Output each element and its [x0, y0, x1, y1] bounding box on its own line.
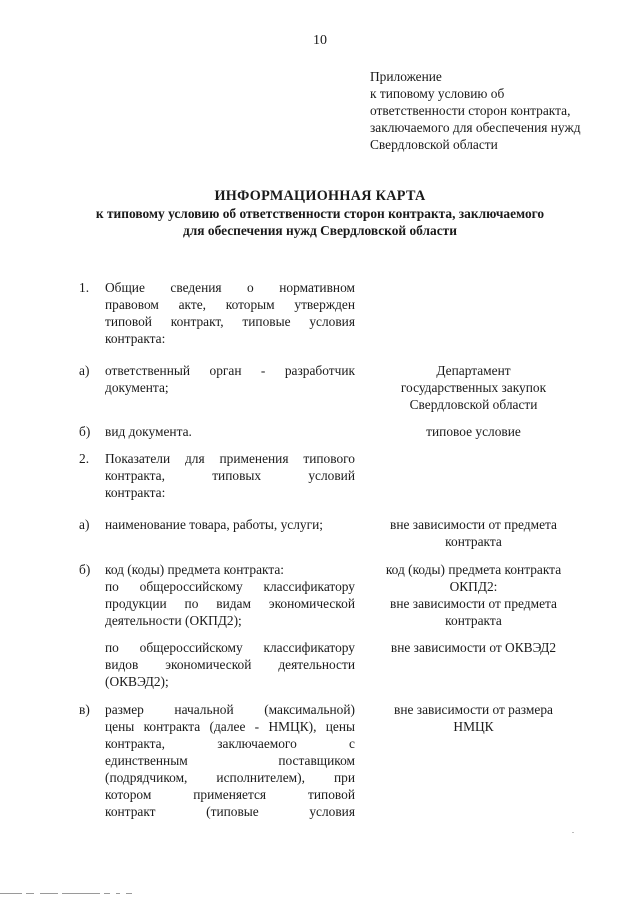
- description-line: документа;: [105, 380, 169, 395]
- value-line: контракта: [445, 613, 502, 628]
- description-line: котором применяется типовой: [105, 787, 355, 802]
- description-line: по общероссийскому классификатору: [105, 579, 355, 594]
- value-line: государственных закупок: [400, 380, 547, 395]
- description-line: наименование товара, работы, услуги;: [105, 517, 323, 532]
- value-line: вне зависимости от ОКВЭД2: [390, 640, 557, 655]
- row-value: [372, 423, 575, 440]
- description-line: код (коды) предмета контракта:: [105, 562, 285, 577]
- row-value: [372, 701, 575, 735]
- description-line: (ОКВЭД2);: [105, 674, 169, 689]
- appendix-line: Приложение: [370, 69, 442, 84]
- value-line: код (коды) предмета контракта: [385, 562, 562, 577]
- value-line: Департамент: [436, 363, 511, 378]
- appendix-note: [370, 68, 630, 153]
- title-sub-line: к типовому условию об ответственности сторон контракта, заключаемого: [95, 206, 545, 221]
- value-line: НМЦК: [453, 719, 494, 734]
- row-description: [105, 450, 355, 501]
- row-marker: а): [79, 363, 90, 378]
- row-description: [105, 362, 355, 396]
- value-line: Свердловской области: [409, 397, 538, 412]
- row-marker: 2.: [79, 451, 90, 466]
- description-line: цены контракта (далее - НМЦК), цены: [105, 719, 355, 734]
- appendix-line: Свердловской области: [370, 137, 498, 152]
- row-value: [372, 639, 575, 656]
- row-value: [372, 362, 575, 413]
- row-description: [105, 639, 355, 690]
- description-line: ответственный орган - разработчик: [105, 363, 355, 378]
- value-line: вне зависимости от размера: [394, 702, 553, 717]
- row-marker: а): [79, 517, 90, 532]
- description-line: вид документа.: [105, 424, 192, 439]
- value-line: вне зависимости от предмета: [390, 517, 557, 532]
- title-main: ИНФОРМАЦИОННАЯ КАРТА: [214, 188, 426, 204]
- row-description: [105, 561, 355, 629]
- value-line: типовое условие: [426, 424, 521, 439]
- description-line: деятельности (ОКПД2);: [105, 613, 242, 628]
- row-marker: б): [79, 424, 91, 439]
- description-line: (подрядчиком, исполнителем), при: [105, 770, 355, 785]
- document-title: [0, 188, 640, 239]
- row-description: [105, 701, 355, 820]
- title-sub-line: для обеспечения нужд Свердловской области: [183, 223, 457, 238]
- row-description: [105, 516, 355, 533]
- description-line: контракт (типовые условия: [105, 804, 355, 819]
- appendix-line: заключаемого для обеспечения нужд: [370, 120, 581, 135]
- appendix-line: к типовому условию об: [370, 86, 505, 101]
- description-line: Показатели для применения типового: [105, 451, 355, 466]
- scan-artifact: [0, 893, 140, 897]
- value-line: ОКПД2:: [449, 579, 498, 594]
- description-line: продукции по видам экономической: [105, 596, 355, 611]
- description-line: контракта, заключаемого с: [105, 736, 355, 751]
- row-value: [372, 516, 575, 550]
- description-line: видов экономической деятельности: [105, 657, 355, 672]
- description-line: Общие сведения о нормативном: [105, 280, 355, 295]
- value-line: вне зависимости от предмета: [390, 596, 557, 611]
- description-line: по общероссийскому классификатору: [105, 640, 355, 655]
- description-line: контракта:: [105, 331, 166, 346]
- appendix-line: ответственности сторон контракта,: [370, 103, 571, 118]
- row-marker: б): [79, 562, 91, 577]
- row-description: [105, 279, 355, 347]
- row-description: [105, 423, 355, 440]
- description-line: размер начальной (максимальной): [105, 702, 355, 717]
- row-marker: 1.: [79, 280, 90, 295]
- description-line: контракта:: [105, 485, 166, 500]
- row-marker: в): [79, 702, 90, 717]
- row-value: [372, 561, 575, 629]
- description-line: контракта, типовых условий: [105, 468, 355, 483]
- description-line: единственным поставщиком: [105, 753, 355, 768]
- description-line: типовой контракт, типовые условия: [105, 314, 355, 329]
- description-line: правовом акте, которым утвержден: [105, 297, 355, 312]
- scan-speck: [572, 832, 574, 833]
- value-line: контракта: [445, 534, 502, 549]
- page-number: 10: [313, 33, 327, 48]
